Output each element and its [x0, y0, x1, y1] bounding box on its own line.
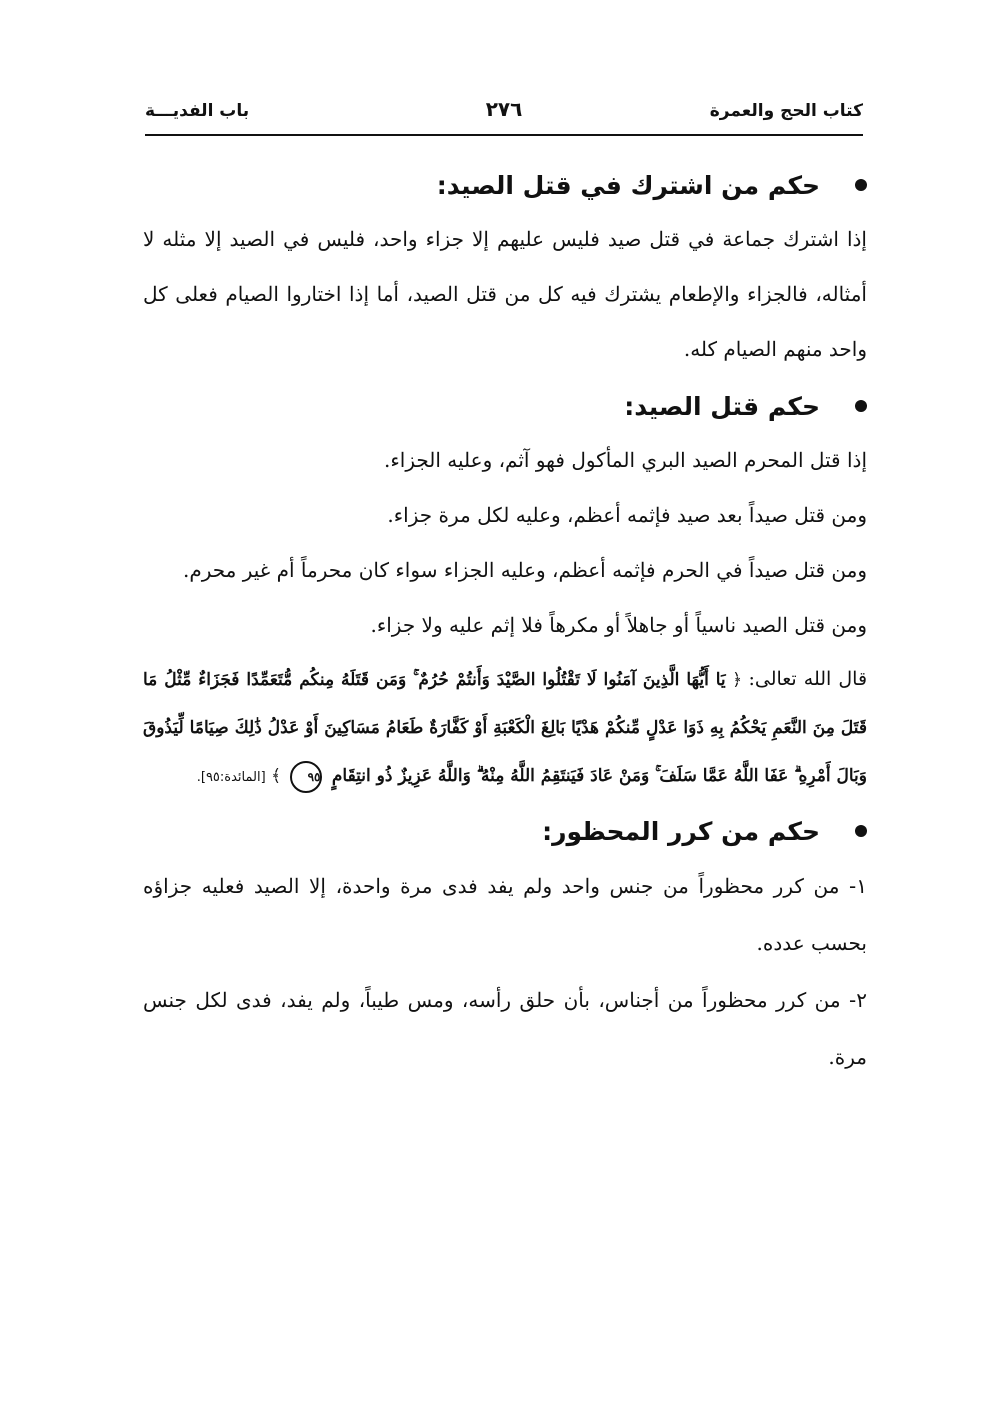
paragraph-kill-3: ومن قتل صيداً في الحرم فإثمه أعظم، وعليه الجزاء سواء كان محرماً أم غير محرم.	[182, 558, 867, 582]
quran-verse: يَا أَيُّهَا الَّذِينَ آمَنُوا لَا تَقْتُلُوا الصَّيْدَ وَأَنتُمْ حُرُمٌ ۚ وَمَن قَتَلَهُ مِنكُم مُّتَعَمِّدًا فَجَزَاءٌ مِّثْلُ مَا قَتَلَ مِنَ النَّعَمِ يَحْكُمُ بِهِ ذَوَا عَدْلٍ مِّنكُمْ هَدْيًا بَالِغَ الْكَعْبَةِ أَوْ كَفَّارَةٌ طَعَامُ مَسَاكِينَ أَوْ عَدْلُ ذَٰلِكَ صِيَامًا لِّيَذُوقَ وَبَالَ أَمْرِهِ ۗ عَفَا اللَّهُ عَمَّا سَلَفَ ۚ وَمَنْ عَادَ فَيَنتَقِمُ اللَّهُ مِنْهُ ۗ وَاللَّهُ عَزِيزٌ ذُو انتِقَامٍ	[143, 670, 867, 786]
ayah-number-medallion: ٩٥	[290, 761, 322, 793]
section-heading-repeat	[143, 806, 867, 858]
quran-intro: قال الله تعالى:	[748, 668, 868, 690]
bullet-icon	[855, 825, 867, 837]
bullet-icon	[855, 400, 867, 412]
quran-reference: [المائدة:٩٥].	[196, 770, 266, 785]
paragraph-shared-kill: إذا اشترك جماعة في قتل صيد فليس عليهم إلا جزاء واحد، فليس في الصيد إلا مثله لا أمثاله، فالجزاء والإطعام يشترك فيه كل من قتل الصيد، أما إذا اختاروا الصيام فعلى كل واحد منهم الصيام كله.	[143, 227, 867, 361]
list-item	[143, 972, 867, 1086]
list-item	[143, 858, 867, 972]
section-heading-shared-kill	[143, 160, 867, 212]
quran-open-bracket: ﴿	[732, 670, 743, 690]
page-body	[143, 160, 867, 1086]
quran-quotation	[143, 655, 867, 802]
list-text: من كرر محظوراً من أجناس، بأن حلق رأسه، ومس طيباً، ولم يفد، فدى لكل جنس مرة.	[143, 988, 867, 1069]
book-title: كتاب الحج والعمرة	[709, 101, 863, 121]
paragraph-kill-1: إذا قتل المحرم الصيد البري المأكول فهو آثم، وعليه الجزاء.	[384, 448, 867, 472]
bullet-icon	[855, 179, 867, 191]
chapter-title: باب الفديـــة	[145, 101, 250, 121]
header-rule	[145, 134, 863, 136]
quran-close-bracket: ﴾	[271, 766, 282, 786]
paragraph-kill-2: ومن قتل صيداً بعد صيد فإثمه أعظم، وعليه لكل مرة جزاء.	[387, 503, 867, 527]
running-header	[145, 97, 863, 133]
list-text: من كرر محظوراً من جنس واحد ولم يفد فدى مرة واحدة، إلا الصيد فعليه جزاؤه بحسب عدده.	[143, 874, 867, 955]
heading-text: حكم من كرر المحظور:	[542, 817, 820, 846]
list-number: ١-	[849, 874, 867, 898]
heading-text: حكم من اشترك في قتل الصيد:	[436, 171, 820, 200]
paragraph-kill-4: ومن قتل الصيد ناسياً أو جاهلاً أو مكرهاً فلا إثم عليه ولا جزاء.	[370, 613, 867, 637]
page-number: ٢٧٦	[485, 97, 523, 121]
section-heading-kill-ruling	[143, 381, 867, 433]
list-number: ٢-	[849, 988, 868, 1012]
heading-text: حكم قتل الصيد:	[624, 392, 820, 421]
